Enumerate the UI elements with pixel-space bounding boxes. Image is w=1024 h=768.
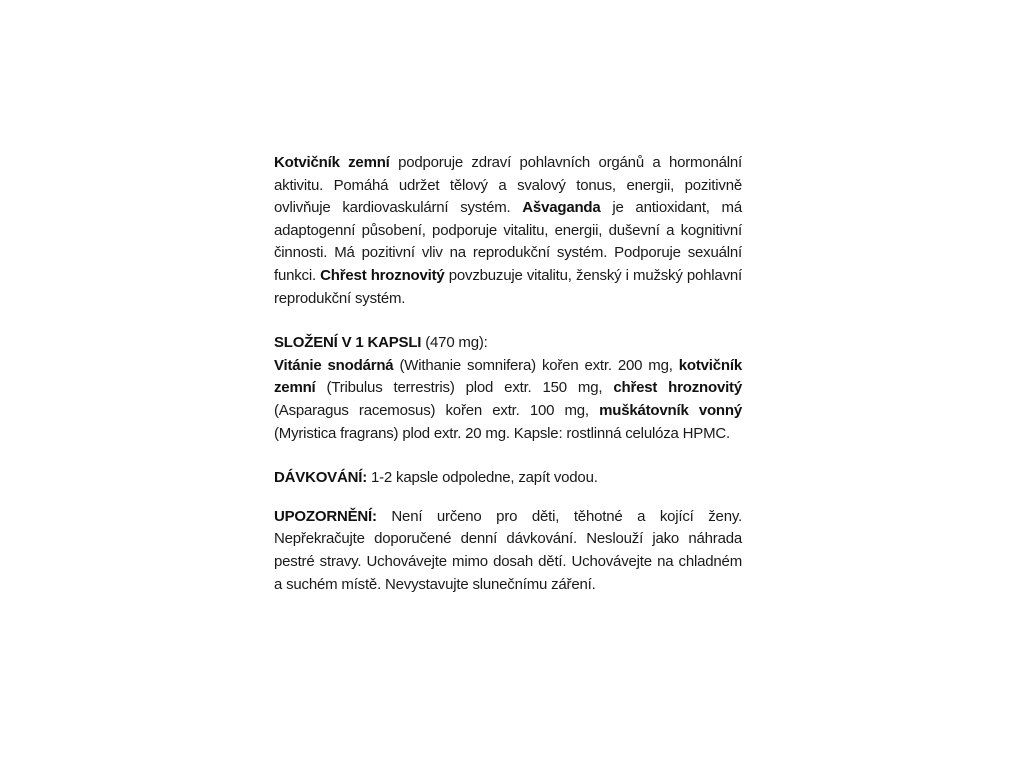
warning-paragraph (274, 506, 742, 596)
composition-ingredient-2-detail: (Tribulus terrestris) plod extr. 150 mg, (315, 379, 614, 397)
intro-text-3: povzbuzuje vitalitu, ženský i mužský pohlavní reprodukční systém. (274, 266, 742, 307)
composition-ingredient-4-detail: (Myristica fragrans) plod extr. 20 mg. Kapsle: rostlinná celulóza HPMC. (274, 424, 730, 442)
composition-ingredient-1-detail: (Withanie somnifera) kořen extr. 200 mg, (393, 356, 679, 374)
intro-text-2: je antioxidant, má adaptogenní působení, podporuje vitalitu, energii, duševní a kognitivní činnosti. Má pozitivní vliv na reprodukční systém. Podporuje sexuální funkci. (274, 199, 742, 284)
composition-ingredient-4: muškátovník vonný (599, 401, 742, 419)
composition-heading: SLOŽENÍ V 1 KAPSLI (274, 334, 422, 352)
product-label-text (274, 152, 742, 596)
ingredient-name-asvaganda: Ašvaganda (522, 199, 601, 217)
dosage-text: 1-2 kapsle odpoledne, zapít vodou. (367, 469, 598, 487)
dosage-label: DÁVKOVÁNÍ: (274, 469, 368, 487)
composition-ingredient-3-detail: (Asparagus racemosus) kořen extr. 100 mg, (274, 401, 600, 419)
composition-ingredient-2: kotvičník zemní (274, 356, 742, 397)
ingredient-name-kotvicnik: Kotvičník zemní (274, 154, 390, 171)
ingredient-name-chrest: Chřest hroznovitý (320, 266, 445, 284)
composition-ingredient-1: Vitánie snodárná (274, 356, 394, 374)
composition-paragraph (274, 332, 742, 445)
dosage-paragraph (274, 467, 742, 490)
composition-ingredient-3: chřest hroznovitý (613, 379, 742, 397)
intro-paragraph (274, 152, 742, 310)
intro-text-1: podporuje zdraví pohlavních orgánů a hormonální aktivitu. Pomáhá udržet tělový a svalový tonus, energii, pozitivně ovlivňuje kardiovaskulární systém. (274, 154, 742, 217)
warning-text: Není určeno pro děti, těhotné a kojící ženy. Nepřekračujte doporučené denní dávkování. Neslouží jako náhrada pestré stravy. Uchovávejte mimo dosah dětí. Uchovávejte na chladném a suchém místě. Nevystavujte slunečnímu záření. (274, 507, 742, 593)
composition-heading-dose: (470 mg): (421, 334, 488, 352)
warning-label: UPOZORNĚNÍ: (274, 507, 377, 525)
